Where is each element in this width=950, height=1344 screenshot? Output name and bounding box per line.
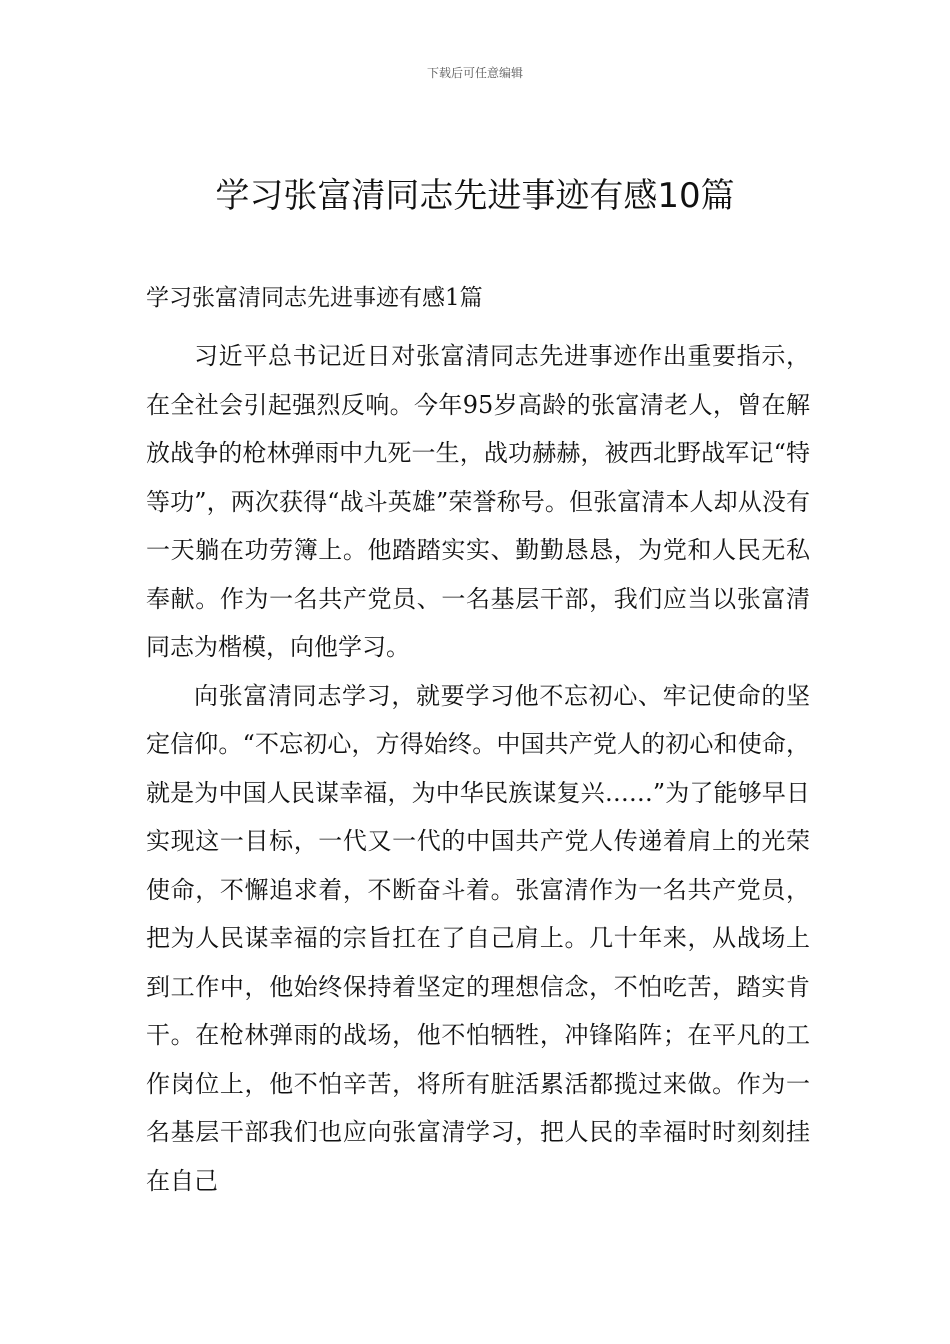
paragraph: 习近平总书记近日对张富清同志先进事迹作出重要指示，在全社会引起强烈反响。今年95岁高龄的张富清老人，曾在解放战争的枪林弹雨中九死一生，战功赫赫，被西北野战军记“特等功”，两次获得“战斗英雄”荣誉称号。但张富清本人却从没有一天躺在功劳簿上。他踏踏实实、勤勤恳恳，为党和人民无私奉献。作为一名共产党员、一名基层干部，我们应当以张富清同志为楷模，向他学习。 — [146, 342, 810, 661]
section-heading: 学习张富清同志先进事迹有感1篇 — [146, 285, 483, 311]
header-note: 下载后可任意编辑 — [426, 66, 523, 80]
document-title: 学习张富清同志先进事迹有感10篇 — [215, 176, 735, 216]
body-text — [146, 332, 810, 1205]
paragraph: 向张富清同志学习，就要学习他不忘初心、牢记使命的坚定信仰。“不忘初心，方得始终。中国共产党人的初心和使命，就是为中国人民谋幸福，为中华民族谋复兴……”为了能够早日实现这一目标，一代又一代的中国共产党人传递着肩上的光荣使命，不懈追求着，不断奋斗着。张富清作为一名共产党员，把为人民谋幸福的宗旨扛在了自己肩上。几十年来，从战场上到工作中，他始终保持着坚定的理想信念，不怕吃苦，踏实肯干。在枪林弹雨的战场，他不怕牺牲，冲锋陷阵；在平凡的工作岗位上，他不怕辛苦，将所有脏活累活都揽过来做。作为一名基层干部我们也应向张富清学习，把人民的幸福时时刻刻挂在自己 — [146, 681, 810, 1195]
